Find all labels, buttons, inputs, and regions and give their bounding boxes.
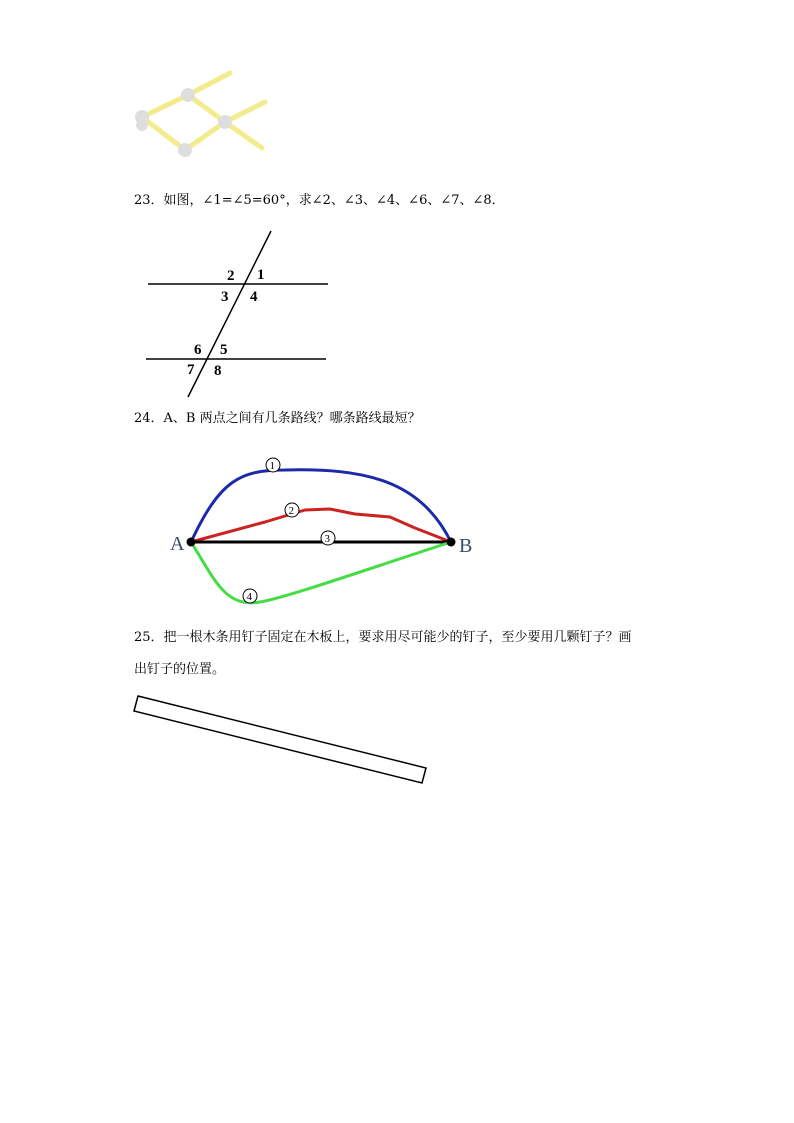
angle-label-4: 4 (250, 289, 258, 305)
point-a-dot (187, 538, 196, 547)
wooden-strip-figure (130, 690, 430, 790)
matchstick (185, 122, 225, 150)
angle-label-7: 7 (187, 362, 195, 378)
match-joint (218, 115, 232, 129)
route-label-4: 4 (246, 591, 252, 603)
angle-label-8: 8 (214, 363, 222, 379)
matchstick (188, 73, 230, 95)
point-b-dot (447, 538, 456, 547)
routes-figure (165, 450, 485, 615)
wooden-strip (134, 696, 426, 783)
match-joint (136, 119, 148, 131)
angle-label-6: 6 (194, 342, 202, 358)
angle-label-3: 3 (221, 289, 229, 305)
matchstick (142, 117, 185, 150)
point-a-label: A (170, 533, 185, 555)
question-25-text-line-2: 出钉子的位置。 (134, 662, 226, 677)
angle-label-5: 5 (220, 342, 228, 358)
transversal-line (188, 231, 271, 397)
route-4 (191, 542, 451, 603)
parallel-lines-figure (140, 225, 340, 405)
match-joint (181, 88, 195, 102)
angle-label-2: 2 (227, 268, 235, 284)
angle-label-1: 1 (257, 267, 265, 283)
point-b-label: B (459, 535, 473, 557)
matchstick-figure (130, 65, 280, 165)
route-label-2: 2 (288, 505, 294, 517)
route-label-1: 1 (269, 460, 275, 472)
question-24-text: 24．A、B 两点之间有几条路线？哪条路线最短？ (134, 411, 421, 426)
matchstick (142, 95, 188, 117)
question-25-text-line-1: 25．把一根木条用钉子固定在木板上，要求用尽可能少的钉子，至少要用几颗钉子？画 (134, 630, 632, 645)
match-joint (178, 143, 192, 157)
question-23-text: 23．如图，∠1=∠5=60°，求∠2、∠3、∠4、∠6、∠7、∠8． (134, 193, 505, 208)
route-label-3: 3 (324, 533, 330, 545)
